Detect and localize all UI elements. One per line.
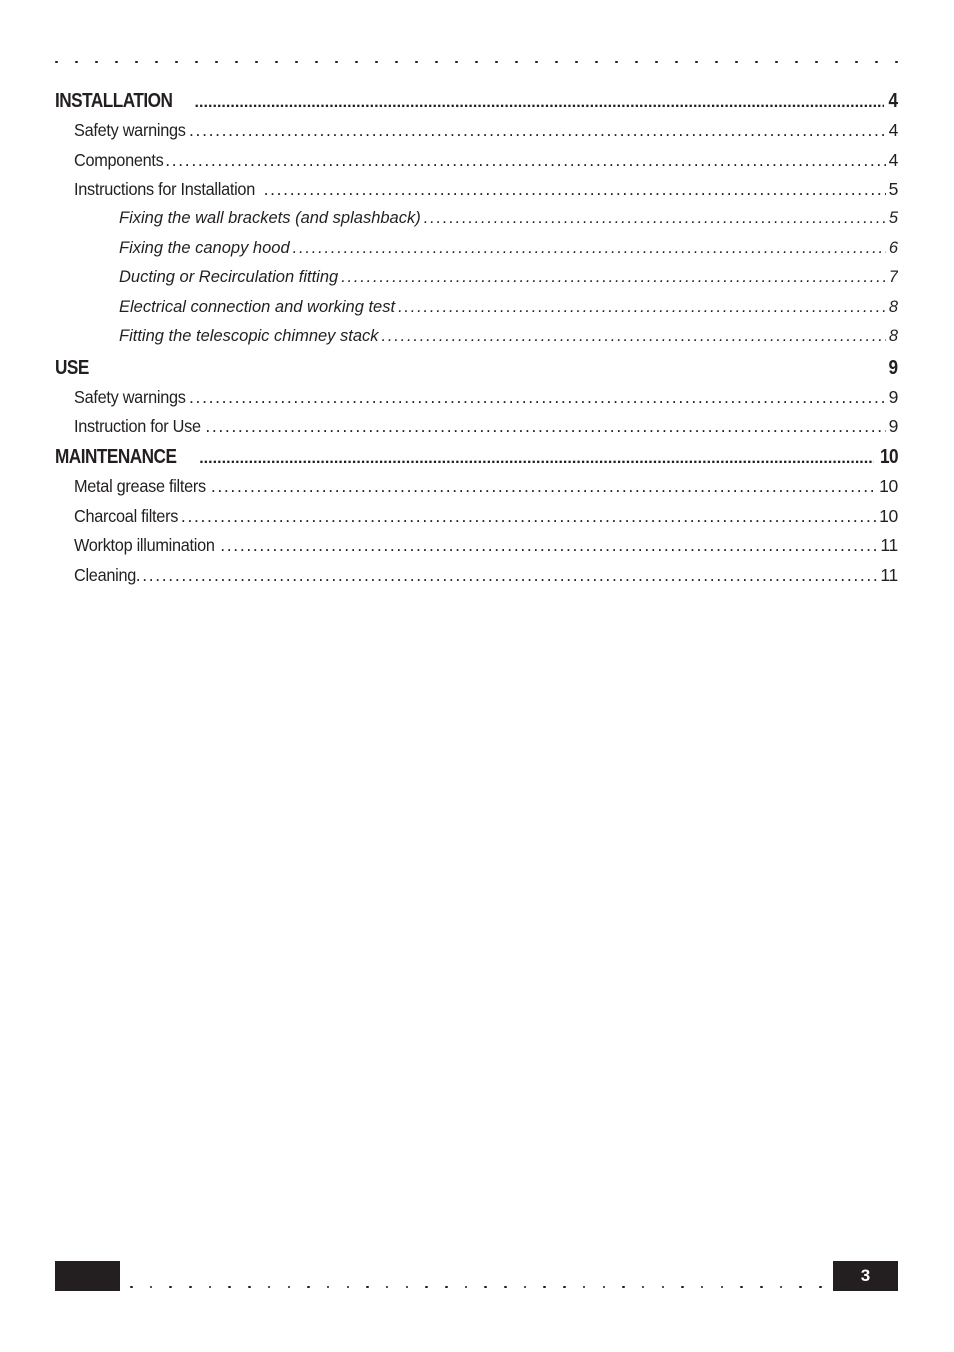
rule-dot [760, 1286, 763, 1289]
toc-entry-title: Cleaning [74, 565, 137, 585]
rule-dot [675, 61, 678, 64]
toc-entry-title: Charcoal filters [74, 505, 179, 526]
rule-dot [721, 1286, 724, 1289]
rule-dot [635, 61, 638, 64]
toc-entry-page: 4 [888, 120, 898, 140]
dot-leader [199, 446, 874, 469]
toc-entry-page: 11 [880, 535, 898, 556]
rule-dot [780, 1286, 783, 1289]
rule-dot [795, 61, 798, 64]
toc-entry-metal-grease-filters[interactable] [55, 476, 898, 506]
rule-dot [347, 1286, 350, 1289]
dot-leader [293, 239, 886, 258]
toc-entry-fixing-canopy-hood[interactable] [55, 239, 898, 269]
rule-dot [715, 61, 718, 64]
toc-entry-title: INSTALLATION [55, 90, 173, 112]
dot-leader [136, 565, 878, 586]
dot-leader [424, 209, 886, 228]
dot-leader [341, 268, 886, 287]
bottom-dotted-rule [130, 1277, 822, 1297]
rule-dot [799, 1286, 802, 1289]
rule-dot [695, 61, 698, 64]
toc-entry-title: Electrical connection and working test [119, 297, 396, 316]
toc-entry-page: 5 [888, 209, 898, 228]
rule-dot [465, 1286, 468, 1289]
toc-entry-electrical-connection[interactable] [55, 298, 898, 328]
rule-dot [755, 61, 758, 64]
dot-leader [165, 150, 885, 171]
toc-entry-cleaning[interactable] [55, 565, 898, 595]
toc-entry-page: 8 [888, 297, 898, 316]
rule-dot [395, 61, 398, 64]
toc-entry-page: 7 [888, 268, 898, 287]
toc-entry-title: Instructions for Installation [74, 179, 255, 200]
top-dotted-rule [55, 52, 898, 72]
footer-bar [55, 1261, 120, 1291]
rule-dot [275, 61, 278, 64]
toc-entry-page: 10 [879, 505, 898, 526]
toc-entry-page: 9 [888, 386, 898, 407]
toc-entry-use[interactable] [55, 357, 898, 387]
rule-dot [288, 1286, 291, 1289]
dot-leader [220, 535, 877, 556]
toc-entry-title: Components [74, 149, 164, 170]
rule-dot [524, 1286, 527, 1289]
rule-dot [583, 1286, 586, 1289]
toc-entry-title: Metal grease filters [74, 475, 206, 496]
toc-entry-instructions-for-installation[interactable] [55, 179, 898, 209]
toc-entry-page: 9 [888, 416, 898, 437]
rule-dot [895, 61, 898, 64]
rule-dot [375, 61, 378, 64]
rule-dot [235, 61, 238, 64]
rule-dot [642, 1286, 645, 1289]
rule-dot [701, 1286, 704, 1289]
rule-dot [655, 61, 658, 64]
dot-leader [211, 476, 876, 497]
toc-entry-components[interactable] [55, 150, 898, 180]
toc-entry-page: 10 [879, 475, 898, 496]
rule-dot [603, 1286, 606, 1289]
toc-entry-maintenance[interactable] [55, 446, 898, 476]
dot-leader [189, 387, 886, 408]
rule-dot [575, 61, 578, 64]
rule-dot [415, 61, 418, 64]
rule-dot [855, 61, 858, 64]
toc-entry-page: 10 [879, 445, 898, 468]
rule-dot [95, 61, 98, 64]
rule-dot [155, 61, 158, 64]
rule-dot [315, 61, 318, 64]
rule-dot [615, 61, 618, 64]
rule-dot [535, 61, 538, 64]
toc-entry-title: Fixing the canopy hood [119, 238, 290, 257]
rule-dot [195, 61, 198, 64]
toc-entry-title: Fitting the telescopic chimney stack [119, 327, 379, 346]
rule-dot [875, 61, 878, 64]
rule-dot [175, 61, 178, 64]
rule-dot [740, 1286, 743, 1289]
rule-dot [484, 1286, 487, 1289]
dot-leader [398, 298, 886, 317]
rule-dot [425, 1286, 428, 1289]
rule-dot [169, 1286, 172, 1289]
rule-dot [295, 61, 298, 64]
toc-entry-charcoal-filters[interactable] [55, 506, 898, 536]
toc-entry-title: MAINTENANCE [55, 445, 177, 468]
rule-dot [455, 61, 458, 64]
rule-dot [215, 61, 218, 64]
dot-leader [382, 327, 886, 346]
rule-dot [475, 61, 478, 64]
toc-entry-use-safety-warnings[interactable] [55, 387, 898, 417]
table-of-contents [55, 90, 898, 595]
rule-dot [366, 1286, 369, 1289]
page-number: 3 [833, 1261, 898, 1291]
rule-dot [150, 1286, 153, 1289]
dot-leader [189, 120, 886, 141]
rule-dot [115, 61, 118, 64]
rule-dot [228, 1286, 231, 1289]
rule-dot [435, 61, 438, 64]
rule-dot [495, 61, 498, 64]
rule-dot [209, 1286, 212, 1289]
toc-entry-title: USE [55, 356, 89, 379]
toc-entry-title: Instruction for Use [74, 416, 201, 437]
rule-dot [819, 1286, 822, 1289]
rule-dot [255, 61, 258, 64]
dot-leader [181, 506, 876, 527]
toc-entry-installation[interactable] [55, 90, 898, 120]
rule-dot [445, 1286, 448, 1289]
rule-dot [406, 1286, 409, 1289]
toc-entry-telescopic-chimney[interactable] [55, 327, 898, 357]
toc-entry-ducting-recirculation[interactable] [55, 268, 898, 298]
rule-dot [735, 61, 738, 64]
toc-entry-title: Fixing the wall brackets (and splashback) [119, 209, 421, 228]
rule-dot [595, 61, 598, 64]
rule-dot [55, 61, 58, 64]
toc-entry-worktop-illumination[interactable] [55, 535, 898, 565]
rule-dot [327, 1286, 330, 1289]
rule-dot [815, 61, 818, 64]
rule-dot [622, 1286, 625, 1289]
dot-leader [194, 90, 884, 113]
rule-dot [307, 1286, 310, 1289]
toc-entry-safety-warnings[interactable] [55, 120, 898, 150]
toc-entry-page: 6 [888, 238, 898, 257]
rule-dot [268, 1286, 271, 1289]
toc-entry-instruction-for-use[interactable] [55, 416, 898, 446]
rule-dot [75, 61, 78, 64]
rule-dot [335, 61, 338, 64]
rule-dot [189, 1286, 192, 1289]
rule-dot [543, 1286, 546, 1289]
rule-dot [775, 61, 778, 64]
toc-entry-page: 4 [888, 149, 898, 170]
rule-dot [130, 1286, 133, 1289]
rule-dot [386, 1286, 389, 1289]
toc-entry-title: Ducting or Recirculation fitting [119, 268, 339, 287]
dot-leader [264, 179, 886, 200]
rule-dot [555, 61, 558, 64]
rule-dot [248, 1286, 251, 1289]
toc-entry-title: Safety warnings [74, 386, 186, 407]
toc-entry-page: 8 [888, 327, 898, 346]
rule-dot [662, 1286, 665, 1289]
toc-entry-fixing-wall-brackets[interactable] [55, 209, 898, 239]
toc-entry-page: 11 [880, 565, 898, 585]
rule-dot [504, 1286, 507, 1289]
rule-dot [835, 61, 838, 64]
rule-dot [515, 61, 518, 64]
toc-entry-title: Safety warnings [74, 120, 186, 140]
toc-entry-title: Worktop illumination [74, 535, 215, 556]
rule-dot [681, 1286, 684, 1289]
rule-dot [135, 61, 138, 64]
rule-dot [563, 1286, 566, 1289]
toc-entry-page: 4 [888, 90, 898, 112]
toc-entry-page: 5 [888, 179, 898, 200]
rule-dot [355, 61, 358, 64]
dot-leader [205, 416, 885, 437]
toc-entry-page: 9 [888, 356, 898, 379]
